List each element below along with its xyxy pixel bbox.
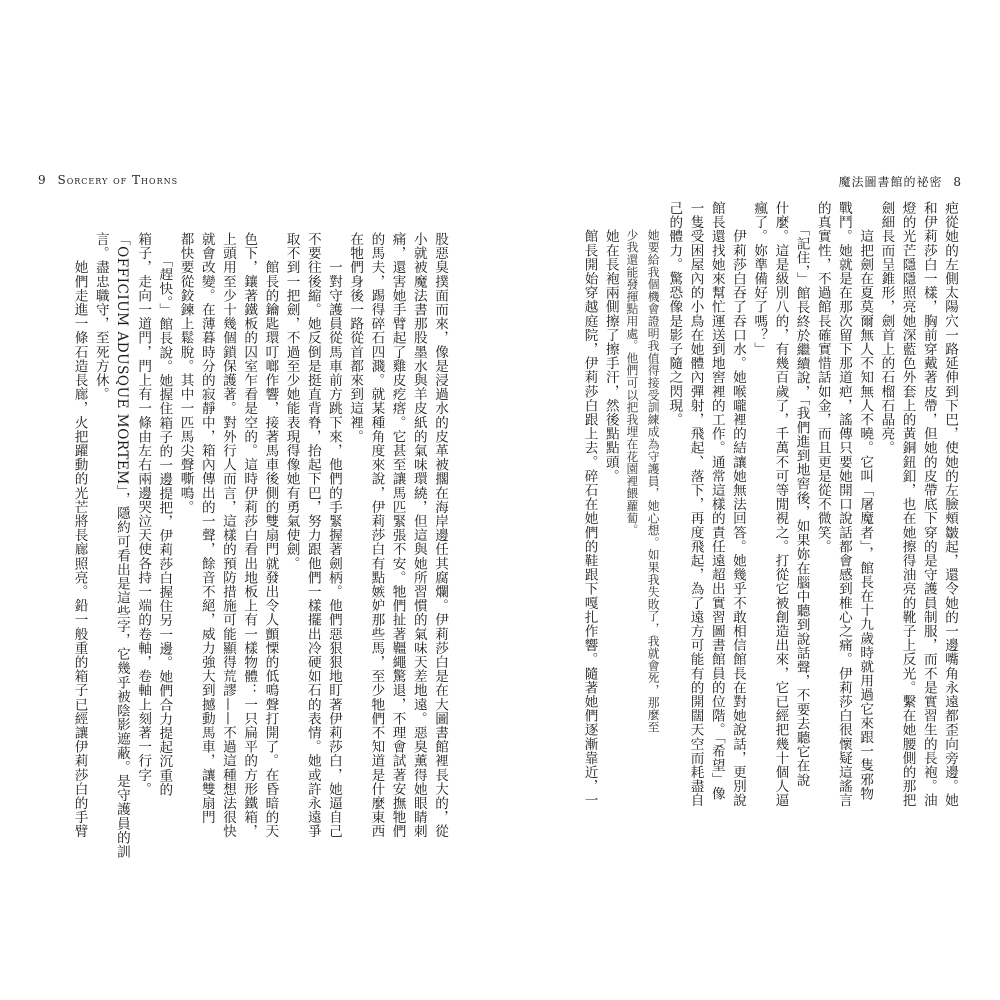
text-line: 取不到一把劍，不過至少她能表現得像她有勇氣使劍。 [283, 232, 300, 571]
text-line: 都快要從鉸鍊上鬆脫。其中一匹馬尖聲嘶鳴。 [177, 232, 194, 514]
right-page-header [839, 173, 968, 190]
text-line: 的真實性，不過館長確實惜話如金，而且更是從不微笑。 [814, 201, 831, 554]
text-line: 在牠們身後一路從首都來到這裡。 [347, 232, 364, 444]
left-page-body [68, 232, 450, 859]
text-line: 「OFFICIUM ADUSQUE MORTEM」，隱約可看出是這些字，它幾乎被陰影遮蔽。是守護員的訓 [113, 232, 130, 859]
text-line: 己的體力。驚恐像是影子隨之閃現。 [666, 201, 683, 427]
left-page-header [32, 173, 178, 187]
text-line: 就會改變。在薄暮時分的寂靜中，箱內傳出的一聲，餘音不絕，威力強大到撼動馬車，讓雙扇門 [198, 232, 215, 825]
right-page-number: 8 [953, 175, 962, 189]
text-line: 她們走進一條石造長廊，火把躍動的光芒將長廊照亮。鉛一般重的箱子已經讓伊莉莎白的手臂 [71, 232, 88, 839]
left-book-title: Sorcery of Thorns [57, 173, 179, 187]
text-line: 痛，還害她手臂起了雞皮疙瘩。它甚至讓馬匹緊張不安。牠們扯著韁繩驚退，不理會試著安撫牠們 [389, 232, 406, 839]
text-line: 色下，鑲著鐵板的囚室乍看是空的。這時伊莉莎白看出地板上有一樣物體：一只扁平的方形鐵箱， [241, 232, 258, 839]
text-line: 伊莉莎白吞了吞口水。她喉嚨裡的結讓她無法回答。她幾乎不敢相信館長在對她說話，更別說 [729, 201, 746, 808]
text-line: 戰鬥。她就是在那次留下那道疤，謠傳只要她開口說話都會感到椎心之痛。伊莉莎白很懷疑這謠言 [835, 201, 852, 808]
text-line: 少我還能發揮點用處。他們可以把我埋在花園裡餵蘿蔔。 [624, 229, 639, 537]
text-line: 一對守護員從馬車前方跳下來，他們的手緊握著劍柄。他們惡狠狠地盯著伊莉莎白，她逼自己 [325, 232, 342, 839]
text-line: 上頭用至少十幾個鎖保護著。對外行人而言，這樣的預防措施可能顯得荒謬——不過這種想法很快 [219, 232, 236, 839]
left-page-number: 9 [38, 173, 47, 187]
text-line: 瘋了。妳準備好了嗎？」 [751, 201, 768, 357]
text-line: 「記住，」館長終於繼續說，「我們進到地窖後，如果妳在腦中聽到說話聲，不要去聽它在說 [793, 201, 810, 787]
text-line: 言。盡忠職守，至死方休。 [92, 232, 109, 402]
text-line: 劍細長而呈錐形，劍首上的石榴石晶亮。 [878, 201, 895, 455]
text-line: 一隻受困屋內的小鳥在她體內彈射，飛起、落下，再度飛起，為了遠方可能有的開闊天空而耗盡自 [687, 201, 704, 808]
text-line: 小就被魔法書那股墨水與羊皮紙的氣味環繞，但這與她所習慣的氣味天差地遠。惡臭薰得她眼睛刺 [410, 232, 427, 839]
text-line: 疤從她的左側太陽穴一路延伸到下巴，使她的左臉頰皺起，還令她的一邊嘴角永遠都歪向旁邊。她 [942, 201, 958, 808]
right-page-body [578, 201, 960, 808]
text-line: 股惡臭撲面而來，像是浸過水的皮革被擱在海岸邊任其腐爛。伊莉莎白是在大圖書館裡長大的，從 [432, 232, 448, 839]
text-line: 燈的光芒隱隱照亮她深藍色外套上的黃銅鈕釦，也在她擦得油亮的靴子上反光。繫在她腰側的那把 [899, 201, 916, 808]
text-line: 箱子，走向一道門，門上有一條由左右兩邊哭泣天使各持一端的卷軸，卷軸上刻著一行字。 [135, 232, 152, 796]
text-line: 「趕快。」館長說。她握住箱子的一邊提把，伊莉莎白握住另一邊。她們合力提起沉重的 [156, 232, 173, 797]
text-line: 什麼。這是級別八的，有幾百歲了，千萬不可等閒視之。打從它被創造出來，它已經把幾十個人逼 [772, 201, 789, 808]
text-line: 館長的鑰匙環叮啷作響，接著馬車後側的雙扇門就發出令人顫慄的低鳴聲打開了。在昏暗的天 [262, 232, 279, 839]
text-line: 的馬夫，踢得碎石四濺。就某種角度來說，伊莉莎白有點嫉妒那些馬，至少牠們不知道是什麼東西 [368, 232, 385, 839]
right-book-title: 魔法圖書館的祕密 [838, 175, 943, 189]
text-line: 她要給我個機會證明我值得接受訓練成為守護員，她心想。如果我失敗了，我就會死，那麼至 [646, 229, 661, 734]
text-line: 和伊莉莎白一樣，胸前穿戴著皮帶，但她的皮帶底下穿的是守護員制服，而不是實習生的長袍。油 [920, 201, 937, 808]
text-line: 她在長袍兩側擦了擦手汗，然後點點頭。 [602, 201, 619, 483]
text-line: 館長還找她來幫忙運送到地窖裡的工作。通常這樣的責任遠超出實習圖書館員的位階。「希望」像 [708, 201, 725, 801]
text-line: 館長開始穿越庭院，伊莉莎白跟上去。碎石在她們的鞋跟下嘎扎作響。隨著她們逐漸靠近，一 [581, 201, 598, 808]
text-line: 這把劍在夏莫爾無人不知無人不曉。它叫「屠魔者」，館長在十九歲時就用過它來跟一隻邪物 [857, 201, 874, 801]
text-line: 不要往後縮。她反倒是挺直背脊，抬起下巴，努力跟他們一樣擺出冷硬如石的表情。她或許永遠爭 [304, 232, 321, 839]
